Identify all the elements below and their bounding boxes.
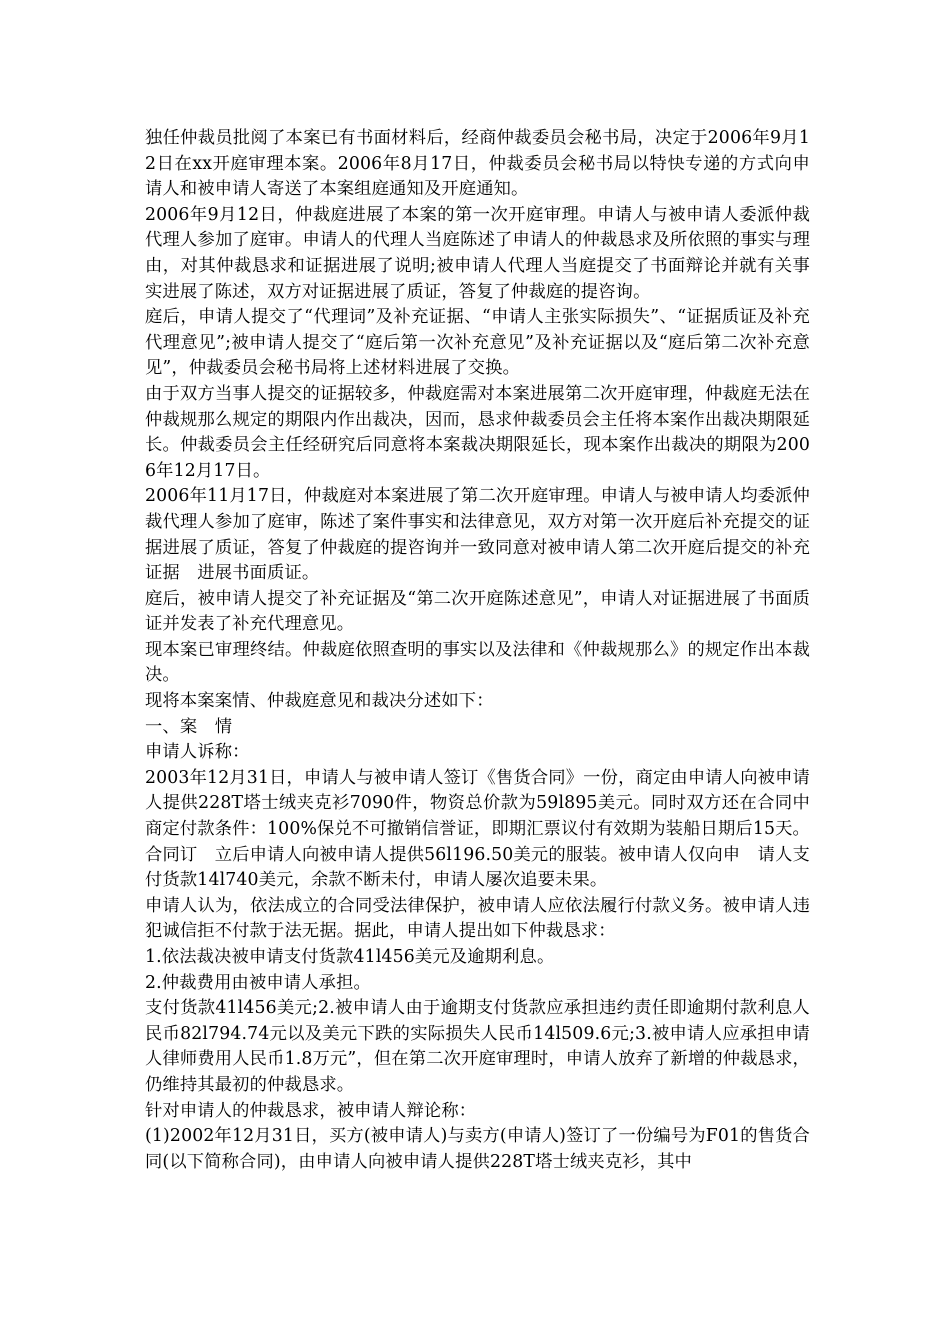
paragraph-claimant-argument: 申请人认为，依法成立的合同受法律保护，被申请人应依法履行付款义务。被申请人违犯诚信拒不付款于法无据。据此，申请人提出如下仲裁恳求： <box>145 895 810 942</box>
paragraph-second-post-hearing: 庭后，被申请人提交了补充证据及“第二次开庭陈述意见”，申请人对证据进展了书面质证并发表了补充代理意见。 <box>145 588 810 635</box>
paragraph-second-hearing: 2006年11月17日，仲裁庭对本案进展了第二次开庭审理。申请人与被申请人均委派仲裁代理人参加了庭审，陈述了案件事实和法律意见，双方对第一次开庭后补充提交的证据进展了质证，答复了仲裁庭的提咨询并一致同意对被申请人第二次开庭后提交的补充证据 进展书面质证。 <box>145 486 810 584</box>
paragraph-post-hearing-submissions: 庭后，申请人提交了“代理词”及补充证据、“申请人主张实际损失”、“证据质证及补充代理意见”;被申请人提交了“庭后第一次补充意见”及补充证据以及“庭后第二次补充意见”，仲裁委员会秘书局将上述材料进展了交换。 <box>145 307 810 379</box>
paragraph-first-hearing: 2006年9月12日，仲裁庭进展了本案的第一次开庭审理。申请人与被申请人委派仲裁代理人参加了庭审。申请人的代理人当庭陈述了申请人的仲裁恳求及所依照的事实与理由，对其仲裁恳求和证据进展了说明;被申请人代理人当庭提交了书面辩论并就有关事实进展了陈述，双方对证据进展了质证，答复了仲裁庭的提咨询。 <box>145 204 810 302</box>
paragraph-trial-concluded: 现本案已审理终结。仲裁庭依照查明的事实以及法律和《仲裁规那么》的规定作出本裁决。 <box>145 639 810 686</box>
paragraph-deadline-extension: 由于双方当事人提交的证据较多，仲裁庭需对本案进展第二次开庭审理，仲裁庭无法在仲裁规那么规定的期限内作出裁决，因而，恳求仲裁委员会主任将本案作出裁决期限延长。仲裁委员会主任经研究后同意将本案裁决期限延长，现本案作出裁决的期限为2006年12月17日。 <box>145 383 810 481</box>
paragraph-amended-claims: 支付货款41l456美元;2.被申请人由于逾期支付货款应承担违约责任即逾期付款利息人民币82l794.74元以及美元下跌的实际损失人民币14l509.6元;3.被申请人应承担申请人律师费用人民币1.8万元”，但在第二次开庭审理时，申请人放弃了新增的仲裁恳求，仍维持其最初的仲裁恳求。 <box>145 998 810 1095</box>
paragraph-claim-item-1: 1.依法裁决被申请支付货款41l456美元及逾期利息。 <box>145 947 555 967</box>
paragraph-hearing-schedule: 独任仲裁员批阅了本案已有书面材料后，经商仲裁委员会秘书局，决定于2006年9月12日在xx开庭审理本案。2006年8月17日，仲裁委员会秘书局以特快专递的方式向申请人和被申请人寄送了本案组庭通知及开庭通知。 <box>145 128 810 200</box>
paragraph-sales-contract: 2003年12月31日，申请人与被申请人签订《售货合同》一份，商定由申请人向被申请人提供228T塔士绒夹克衫7090件，物资总价款为59l895美元。同时双方还在合同中商定付款条件：100%保兑不可撤销信誉证，即期汇票议付有效期为装船日期后15天。合同订 立后申请人向被申请人提供56l196.50美元的服装。被申请人仅向申 请人支付货款14l740美元，余款不断未付，申请人屡次追要未果。 <box>145 767 810 891</box>
paragraph-outline: 现将本案案情、仲裁庭意见和裁决分述如下： <box>145 691 494 712</box>
paragraph-claim-item-2: 2.仲裁费用由被申请人承担。 <box>145 972 371 993</box>
document-body <box>145 126 810 1175</box>
paragraph-respondent-defense-heading: 针对申请人的仲裁恳求，被申请人辩论称： <box>145 1100 477 1121</box>
paragraph-respondent-defense-1: (1)2002年12月31日，买方(被申请人)与卖方(申请人)签订了一份编号为F01的售货合同(以下简称合同)，由申请人向被申请人提供228T塔士绒夹克衫，其中 <box>145 1126 810 1172</box>
paragraph-claimant-statement-heading: 申请人诉称： <box>145 742 250 763</box>
section-heading-case-facts: 一、案 情 <box>145 716 233 737</box>
